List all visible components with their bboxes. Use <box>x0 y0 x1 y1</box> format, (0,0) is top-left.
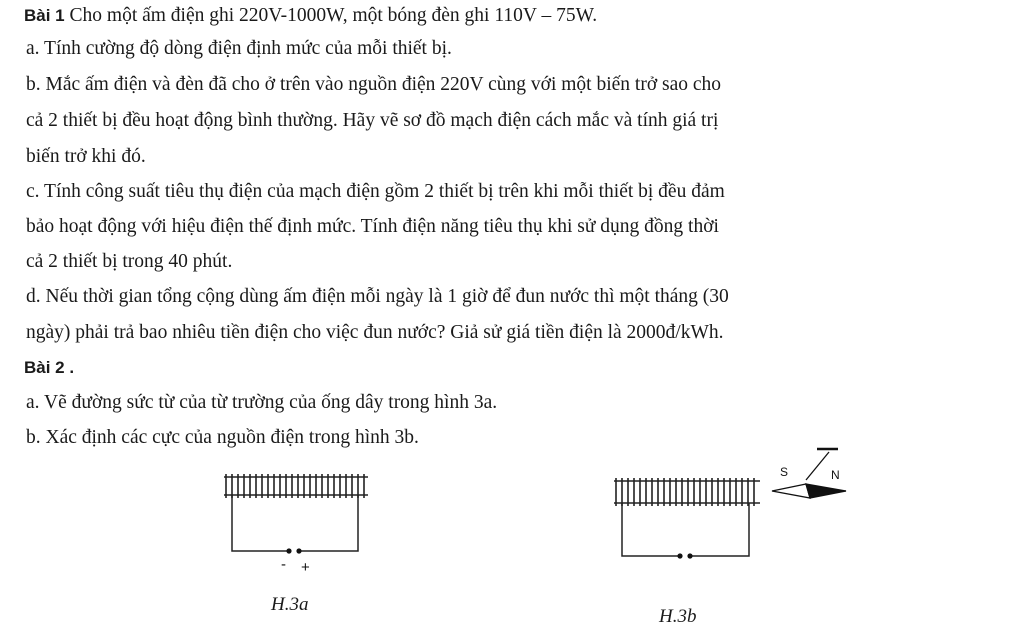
problem-1-part-b-line-3: biến trở khi đó. <box>26 146 146 167</box>
problem-1-part-c-line-1: c. Tính công suất tiêu thụ điện của mạch điện gồm 2 thiết bị trên khi mỗi thiết bị đều đảm <box>26 181 725 202</box>
n-pole-label: N <box>831 468 840 482</box>
problem-2-part-a: a. Vẽ đường sức từ của từ trường của ống dây trong hình 3a. <box>26 392 498 413</box>
problem-1-part-c-line-2: bảo hoạt động với hiệu điện thế định mức. Tính điện năng tiêu thụ khi sử dụng đồng thời <box>26 216 719 237</box>
problem-2-part-b: b. Xác định các cực của nguồn điện trong hình 3b. <box>26 427 419 448</box>
problem-1-part-a: a. Tính cường độ dòng điện định mức của mỗi thiết bị. <box>26 38 452 59</box>
coil-3a <box>224 474 368 498</box>
problem-1-heading: Bài 1 <box>24 6 65 25</box>
figure-3a <box>224 474 368 576</box>
terminal-left-3b <box>677 553 682 558</box>
circuit-wire-3a <box>232 495 358 551</box>
figure-3b <box>614 449 846 559</box>
caption-3b: H.3b <box>659 606 697 627</box>
coil-3b <box>614 478 760 506</box>
terminal-minus-3a <box>286 548 291 553</box>
problem-1-part-d-line-1: d. Nếu thời gian tổng cộng dùng ấm điện mỗi ngày là 1 giờ để đun nước thì một tháng (30 <box>26 286 729 307</box>
plus-label-3a: + <box>301 559 310 576</box>
problem-1-part-b-line-1: b. Mắc ấm điện và đèn đã cho ở trên vào nguồn điện 220V cùng với một biến trở sao cho <box>26 74 722 95</box>
problem-1-part-b-line-2: cả 2 thiết bị đều hoạt động bình thường. Hãy vẽ sơ đồ mạch điện cách mắc và tính giá trị <box>26 110 719 131</box>
s-pole-label: S <box>780 465 789 479</box>
circuit-wire-3b <box>622 503 749 556</box>
problem-1-part-c-line-3: cả 2 thiết bị trong 40 phút. <box>26 251 233 272</box>
terminal-right-3b <box>687 553 692 558</box>
minus-label-3a: - <box>281 556 286 573</box>
needle-s-half <box>772 484 810 498</box>
problem-1-part-d-line-2: ngày) phải trả bao nhiêu tiền điện cho việc đun nước? Giả sử giá tiền điện là 2000đ/kWh. <box>26 322 724 343</box>
terminal-plus-3a <box>296 548 301 553</box>
problem-2-heading: Bài 2 . <box>24 358 75 377</box>
caption-3a: H.3a <box>271 594 309 615</box>
problem-1-statement: Cho một ấm điện ghi 220V-1000W, một bóng đèn ghi 110V – 75W. <box>69 5 598 26</box>
